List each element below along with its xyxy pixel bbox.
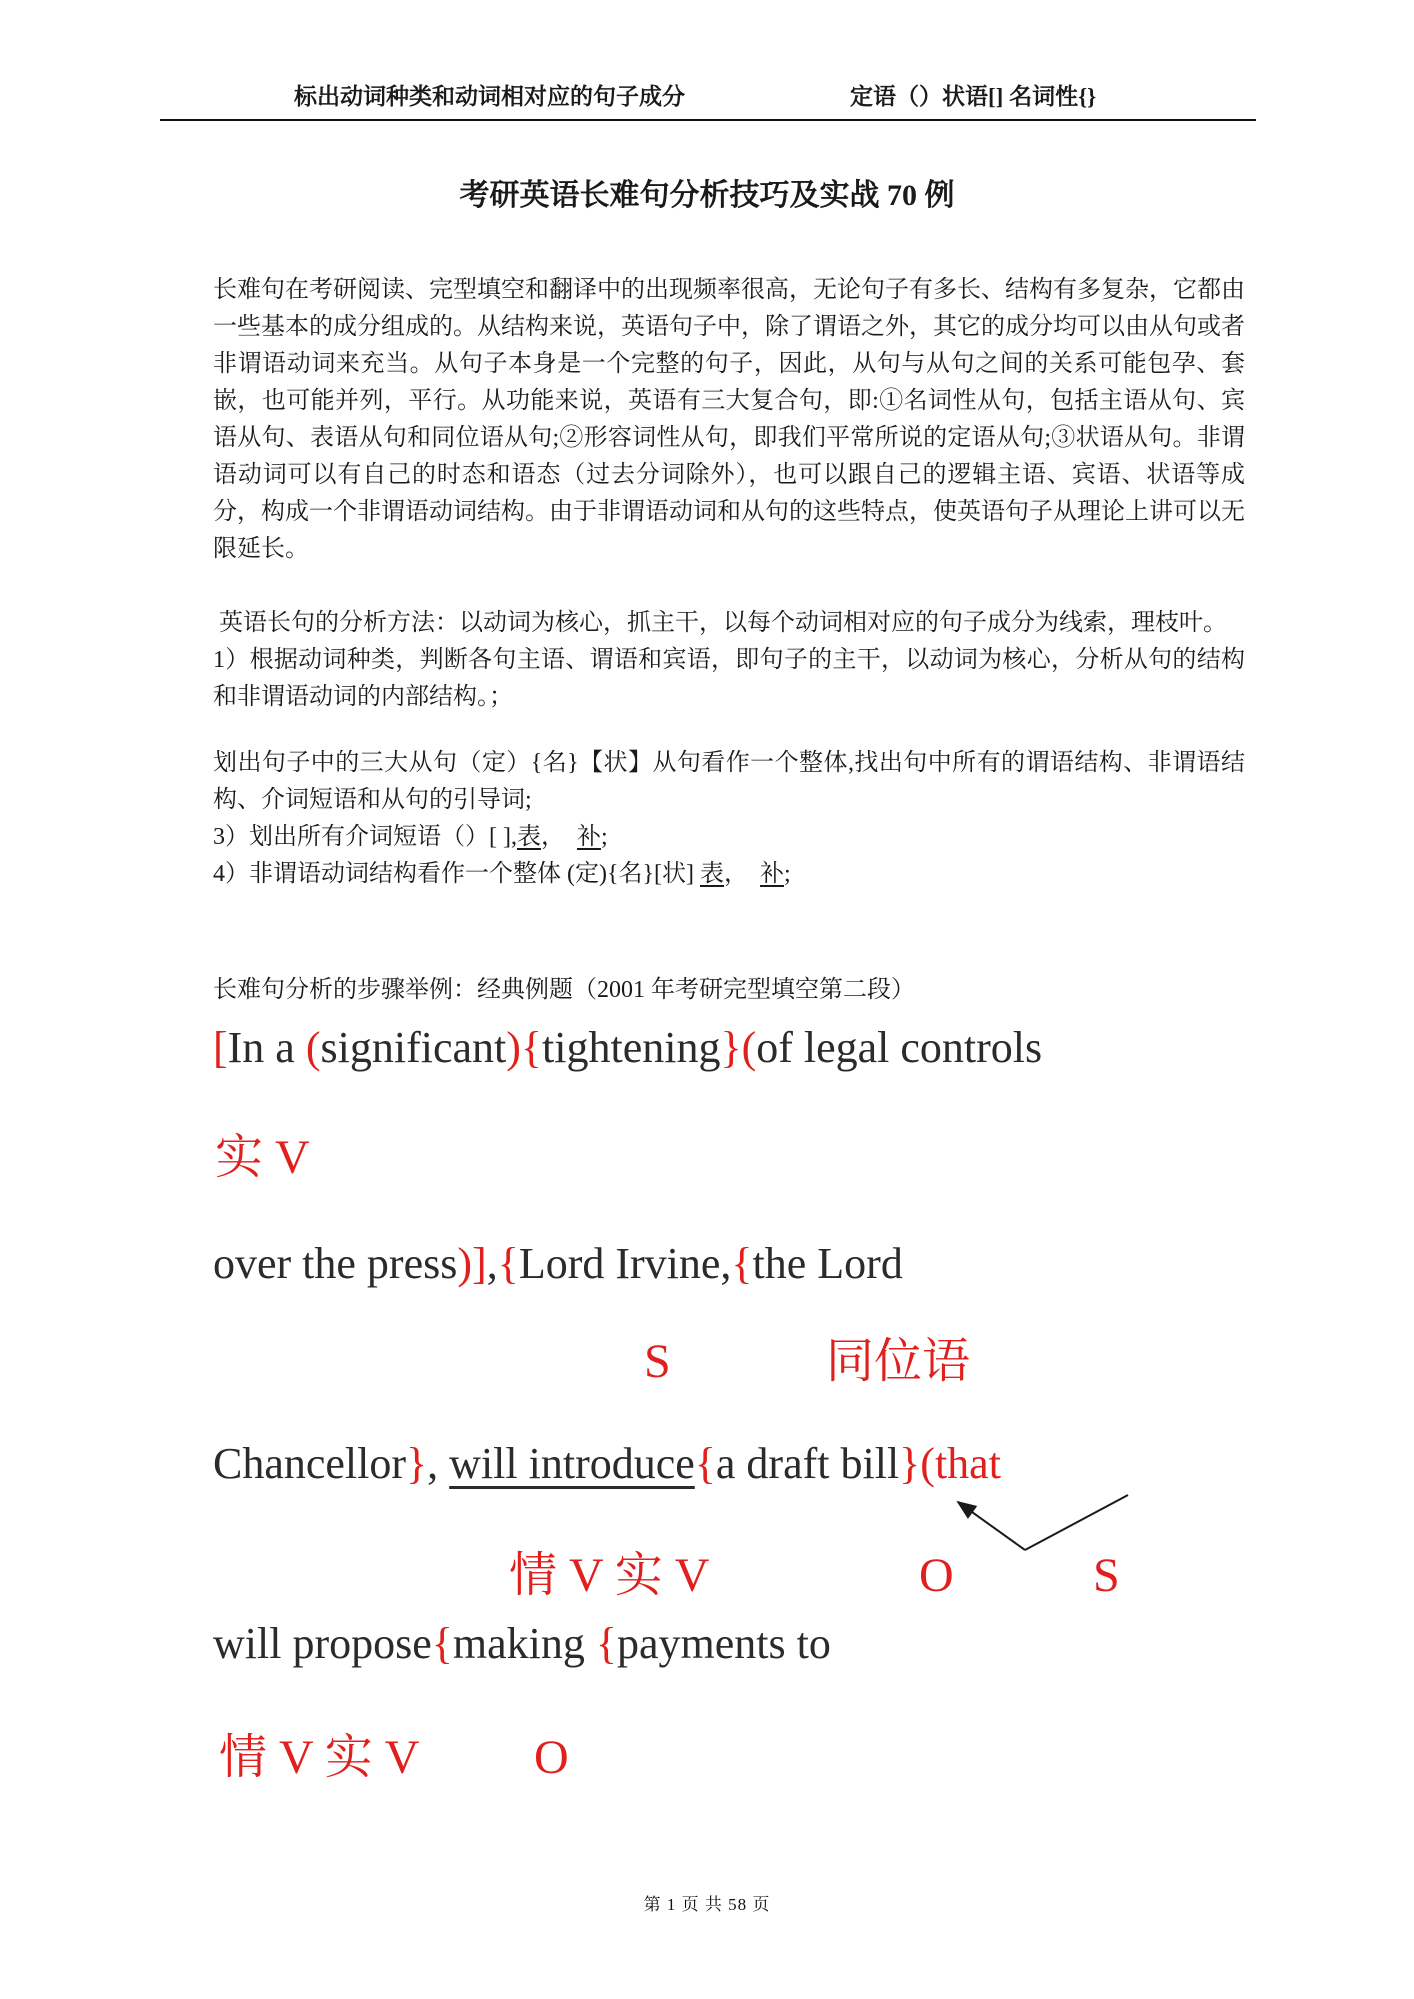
text-segment: 表 bbox=[700, 861, 725, 887]
text-segment: over the press bbox=[213, 1239, 458, 1288]
text-segment: } bbox=[406, 1439, 428, 1488]
blank-line bbox=[213, 716, 1245, 745]
example-heading: 长难句分析的步骤举例：经典例题（2001 年考研完型填空第二段） bbox=[213, 977, 915, 1003]
document-title: 考研英语长难句分析技巧及实战 70 例 bbox=[459, 179, 955, 212]
method-item-1: 1）根据动词种类，判断各句主语、谓语和宾语，即句子的主干，以动词为核心，分析从句的结构和非谓语动词的内部结构。； bbox=[213, 647, 1245, 710]
method-item-3 bbox=[213, 819, 1245, 856]
text-segment: ( bbox=[741, 1023, 757, 1072]
text-segment: 表 bbox=[516, 824, 541, 850]
grammar-label-object: O bbox=[919, 1549, 954, 1602]
header-divider bbox=[160, 119, 1256, 121]
text-segment: 3）划出所有介词短语（）[ ], bbox=[213, 824, 517, 850]
text-segment: of legal controls bbox=[756, 1023, 1043, 1072]
grammar-label-verbs: 情 V 实 V bbox=[509, 1549, 710, 1602]
text-segment: } bbox=[899, 1439, 921, 1488]
text-segment: { bbox=[595, 1619, 617, 1668]
text-segment: } bbox=[720, 1023, 742, 1072]
text-segment: In a bbox=[227, 1023, 306, 1072]
grammar-label-apposition: 同位语 bbox=[826, 1335, 971, 1388]
header-instruction: 标出动词种类和动词相对应的句子成分 bbox=[294, 84, 685, 109]
grammar-label-verbs-2: 情 V 实 V bbox=[219, 1731, 420, 1784]
page-footer: 第 1 页 共 58 页 bbox=[643, 1895, 771, 1914]
grammar-label-shi-v: 实 V bbox=[215, 1131, 310, 1184]
text-segment: ; bbox=[784, 861, 791, 887]
text-segment: making bbox=[452, 1619, 596, 1668]
text-segment: Lord Irvine, bbox=[518, 1239, 732, 1288]
text-segment: tightening bbox=[542, 1023, 721, 1072]
text-segment: 4）非谓语动词结构看作一个整体 (定){名}[状] bbox=[213, 861, 701, 887]
example-sentence-line-3 bbox=[213, 1438, 1001, 1491]
text-segment: ( bbox=[305, 1023, 321, 1072]
text-segment: , bbox=[427, 1439, 450, 1488]
method-item-2: 划出句子中的三大从句（定）{名}【状】从句看作一个整体,找出句中所有的谓语结构、非谓语结构、介词短语和从句的引导词; bbox=[213, 750, 1245, 813]
grammar-label-subject: S bbox=[644, 1335, 671, 1388]
text-segment: payments to bbox=[617, 1619, 831, 1668]
text-segment: ， bbox=[540, 824, 577, 850]
text-segment: a draft bill bbox=[715, 1439, 900, 1488]
intro-text: 长难句在考研阅读、完型填空和翻译中的出现频率很高，无论句子有多长、结构有多复杂，它都由一些基本的成分组成的。从结构来说，英语句子中，除了谓语之外，其它的成分均可以由从句或者非谓语动词来充当。从句子本身是一个完整的句子，因此，从句与从句之间的关系可能包孕、套嵌，也可能并列，平行。从功能来说，英语有三大复合句，即:①名词性从句，包括主语从句、宾语从句、表语从句和同位语从句;②形容词性从句，即我们平常所说的定语从句;③状语从句。非谓语动词可以有自己的时态和语态（过去分词除外），也可以跟自己的逻辑主语、宾语、状语等成分，构成一个非谓语动词结构。由于非谓语动词和从句的这些特点，使英语句子从理论上讲可以无限延长。 bbox=[213, 277, 1245, 562]
text-segment: { bbox=[497, 1239, 519, 1288]
text-segment: { bbox=[431, 1619, 453, 1668]
text-segment: ; bbox=[600, 824, 608, 850]
header-bracket-legend: 定语（）状语[] 名词性{} bbox=[850, 84, 1097, 109]
method-summary: 英语长句的分析方法：以动词为核心，抓主干，以每个动词相对应的句子成分为线索，理枝叶。 bbox=[213, 610, 1227, 636]
text-segment: { bbox=[731, 1239, 753, 1288]
text-segment: will propose bbox=[213, 1619, 432, 1668]
text-segment: 补 bbox=[576, 824, 601, 850]
example-sentence-line-2 bbox=[213, 1238, 903, 1291]
intro-paragraph bbox=[213, 272, 1245, 568]
text-segment: { bbox=[694, 1439, 716, 1488]
method-item-4 bbox=[213, 856, 1245, 893]
text-segment: ) bbox=[506, 1023, 521, 1072]
pointer-arrows-icon bbox=[935, 1485, 1145, 1560]
text-segment: significant bbox=[320, 1023, 507, 1072]
method-section bbox=[213, 605, 1245, 893]
text-segment: [ bbox=[213, 1023, 228, 1072]
text-segment: 补 bbox=[760, 861, 785, 887]
text-segment: )] bbox=[457, 1239, 487, 1288]
text-segment: ， bbox=[724, 861, 761, 887]
text-segment: , bbox=[486, 1239, 498, 1288]
example-sentence-line-4 bbox=[213, 1618, 831, 1671]
text-segment: { bbox=[520, 1023, 543, 1072]
grammar-label-object-2: O bbox=[534, 1731, 569, 1784]
example-sentence-line-1 bbox=[213, 1022, 1042, 1075]
text-segment: the Lord bbox=[752, 1239, 903, 1288]
grammar-label-subject-2: S bbox=[1093, 1549, 1120, 1602]
text-segment: Chancellor bbox=[213, 1439, 407, 1488]
text-segment: will introduce bbox=[449, 1439, 695, 1488]
text-segment: (that bbox=[920, 1439, 1001, 1488]
